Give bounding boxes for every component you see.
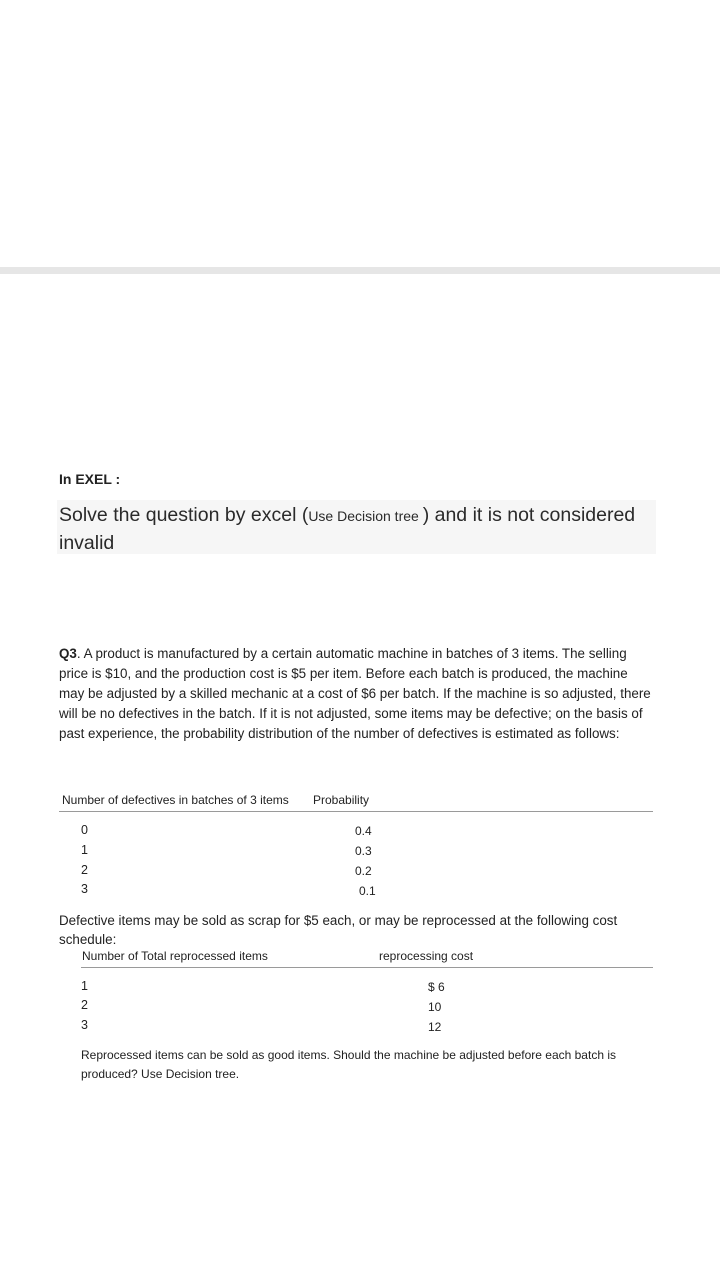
prompt-text-small: Use Decision tree [308,508,423,524]
question-paragraph [59,644,654,744]
heading-label: In EXEL : [59,471,121,487]
defects-row-count: 3 [81,882,88,896]
defects-row-count: 0 [81,823,88,837]
reprocess-header-rule [81,967,653,968]
defects-row-count: 1 [81,843,88,857]
defects-row-prob: 0.4 [355,824,372,838]
defects-row-count: 2 [81,863,88,877]
question-body: . A product is manufactured by a certain automatic machine in batches of 3 items. The selling price is $10, and the production cost is $5 per item. Before each batch is produced, the machine may be adjusted by a skilled mechanic at a cost of $6 per batch. If the machine is so adjusted, there will be no defectives in the batch. If it is not adjusted, some items may be defective; on the basis of past experience, the probability distribution of the number of defectives is estimated as follows: [59,646,651,741]
reprocess-col1-header: Number of Total reprocessed items [82,949,268,963]
defects-row-prob: 0.3 [355,844,372,858]
defects-header-rule [59,811,653,812]
reprocess-row-cost: $ 6 [428,980,445,994]
defects-row-prob: 0.1 [359,884,376,898]
reprocess-row-cost: 10 [428,1000,442,1014]
section-divider [0,267,720,274]
reprocess-row-count: 2 [81,998,88,1012]
reprocess-col2-header: reprocessing cost [379,949,474,963]
prompt-text-after: ) and it is not considered invalid [59,504,636,554]
reprocess-row-cost: 12 [428,1020,442,1034]
prompt-box [57,500,656,554]
prompt-text-before: Solve the question by excel ( [59,504,309,526]
defects-col1-header: Number of defectives in batches of 3 items [62,793,289,807]
reprocess-row-count: 3 [81,1018,88,1032]
reprocess-row-count: 1 [81,979,88,993]
question-label: Q3 [59,646,77,661]
defects-row-prob: 0.2 [355,864,372,878]
closing-paragraph: Reprocessed items can be sold as good items. Should the machine be adjusted before each batch is produced? Use Decision tree. [81,1048,616,1081]
defects-col2-header: Probability [313,793,370,807]
scrap-paragraph: Defective items may be sold as scrap for $5 each, or may be reprocessed at the following cost schedule: [59,913,618,947]
